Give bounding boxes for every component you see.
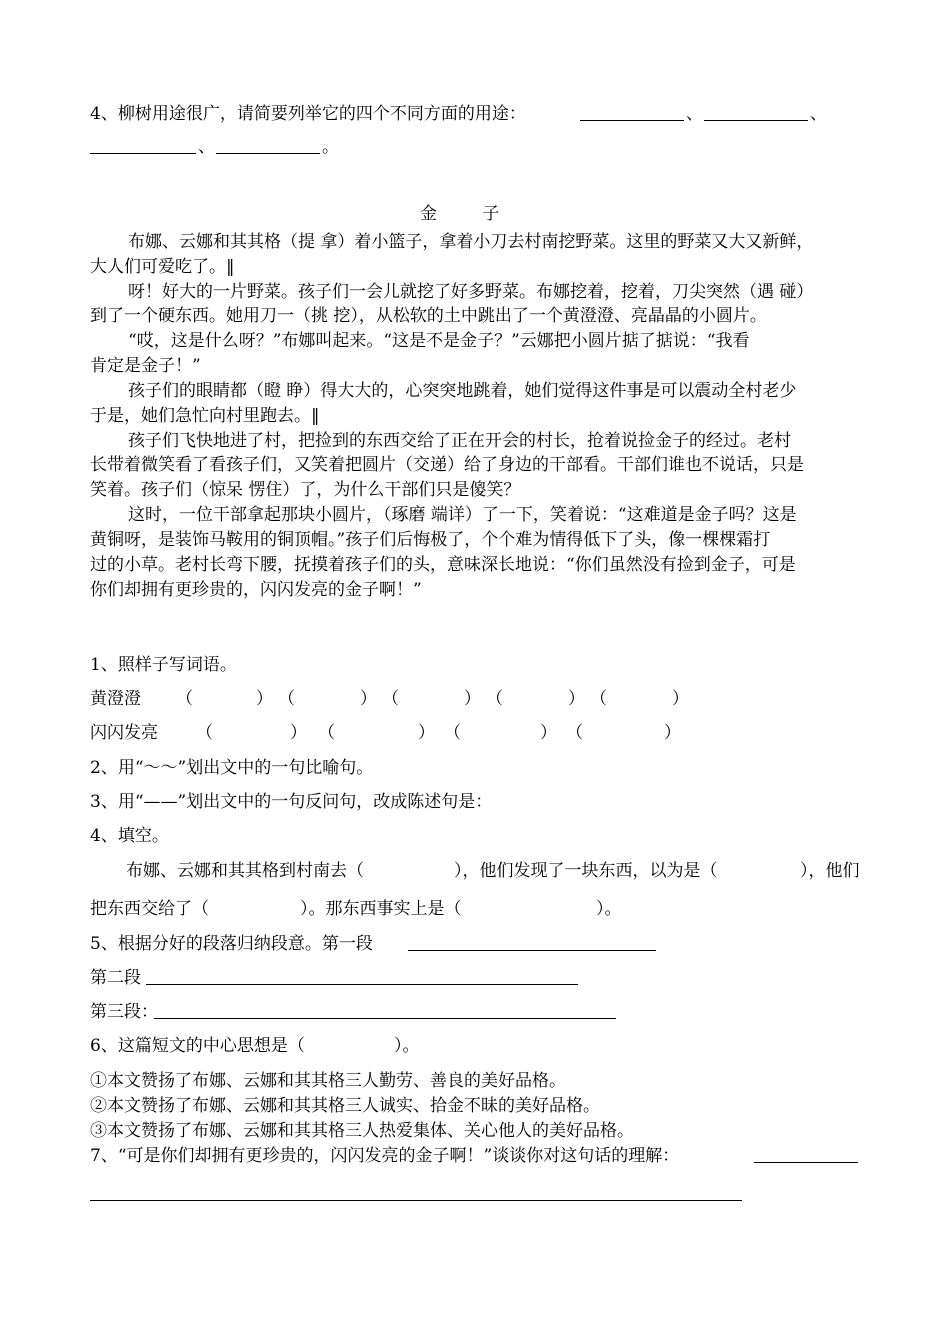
paragraph-3-label: 第三段：	[90, 1002, 158, 1022]
paren-open: （	[382, 689, 399, 709]
paren-close: ）	[418, 723, 435, 743]
fill-in-text: 把东西交给了（	[90, 899, 209, 919]
paren-open: （	[176, 689, 193, 709]
paren-open: （	[566, 723, 583, 743]
story-line: 这时，一位干部拿起那块小圆片，（琢磨 端详）了一下，笑着说：“这难道是金子吗？这是	[128, 505, 797, 525]
answer-blank[interactable]	[90, 153, 196, 154]
story-line: 大人们可爱吃了。‖	[90, 257, 235, 277]
question-willow-uses: 4、柳树用途很广，请简要列举它的四个不同方面的用途：	[90, 104, 526, 124]
paren-close: ）	[540, 723, 557, 743]
fill-in-text: 布娜、云娜和其其格到村南去（	[126, 861, 364, 881]
option-1: ①本文赞扬了布娜、云娜和其其格三人勤劳、善良的美好品格。	[90, 1071, 566, 1091]
paren-close: ）	[568, 689, 585, 709]
story-line: 布娜、云娜和其其格（提 拿）着小篮子，拿着小刀去村南挖野菜。这里的野菜又大又新鲜，	[128, 232, 814, 252]
question-7: 7、“可是你们却拥有更珍贵的，闪闪发亮的金子啊！”谈谈你对这句话的理解：	[90, 1146, 680, 1166]
answer-blank[interactable]	[754, 1162, 858, 1163]
paren-close: ）	[256, 689, 273, 709]
separator: 、	[810, 104, 827, 124]
story-line: 于是，她们急忙向村里跑去。‖	[90, 406, 320, 426]
example-word-1: 黄澄澄	[90, 689, 141, 709]
story-line: 你们却拥有更珍贵的，闪闪发亮的金子啊！”	[90, 580, 422, 600]
story-title: 金 子	[420, 204, 520, 224]
separator: 、	[686, 104, 703, 124]
story-line: 肯定是金子！”	[90, 356, 201, 376]
paren-close: ）	[360, 689, 377, 709]
answer-blank[interactable]	[216, 153, 320, 154]
story-line: 过的小草。老村长弯下腰，抚摸着孩子们的头，意味深长地说：“你们虽然没有捡到金子，可是	[90, 555, 796, 575]
answer-blank[interactable]	[704, 120, 808, 121]
answer-blank[interactable]	[146, 984, 578, 985]
story-line: 黄铜呀，是装饰马鞍用的铜顶帽。”孩子们后悔极了，个个难为情得低下了头，像一棵棵霜打	[90, 530, 771, 550]
fill-in-text: ）。	[394, 1036, 420, 1056]
paren-close: ）	[290, 723, 307, 743]
story-line: 长带着微笑看了看孩子们，又笑着把圆片（交递）给了身边的干部看。干部们谁也不说话，只是	[90, 455, 804, 475]
option-3: ③本文赞扬了布娜、云娜和其其格三人热爱集体、关心他人的美好品格。	[90, 1121, 634, 1141]
paren-open: （	[196, 723, 213, 743]
story-line: 孩子们飞快地进了村，把捡到的东西交给了正在开会的村长，抢着说捡金子的经过。老村	[128, 431, 791, 451]
option-2: ②本文赞扬了布娜、云娜和其其格三人诚实、拾金不昧的美好品格。	[90, 1096, 600, 1116]
paren-open: （	[486, 689, 503, 709]
paren-close: ）	[672, 689, 689, 709]
story-line: 孩子们的眼睛都（瞪 睁）得大大的，心突突地跳着，她们觉得这件事是可以震动全村老少	[128, 381, 797, 401]
answer-blank[interactable]	[580, 120, 684, 121]
question-4: 4、填空。	[90, 826, 169, 846]
separator: 、	[198, 137, 215, 157]
question-1: 1、照样子写词语。	[90, 655, 237, 675]
story-line: 笑着。孩子们（惊呆 愣住）了，为什么干部们只是傻笑？	[90, 480, 521, 500]
story-line: 呀！好大的一片野菜。孩子们一会儿就挖了好多野菜。布娜挖着，挖着，刀尖突然（遇 碰）	[128, 282, 814, 302]
paren-close: ）	[464, 689, 481, 709]
answer-blank[interactable]	[90, 1200, 742, 1201]
period: 。	[322, 137, 339, 157]
fill-in-text: ）。	[596, 899, 622, 919]
paren-open: （	[590, 689, 607, 709]
story-line: 到了一个硬东西。她用刀一（挑 挖），从松软的土中跳出了一个黄澄澄、亮晶晶的小圆片。	[90, 306, 767, 326]
fill-in-text: ），他们	[800, 861, 860, 881]
answer-blank[interactable]	[154, 1018, 616, 1019]
answer-blank[interactable]	[408, 950, 656, 951]
question-3: 3、用“——”划出文中的一句反问句，改成陈述句是：	[90, 792, 493, 812]
fill-in-text: ）。那东西事实上是（	[300, 899, 462, 919]
question-5: 5、根据分好的段落归纳段意。第一段	[90, 934, 373, 954]
paren-open: （	[278, 689, 295, 709]
paren-close: ）	[664, 723, 681, 743]
story-line: “哎，这是什么呀？”布娜叫起来。“这是不是金子？”云娜把小圆片掂了掂说：“我看	[128, 331, 750, 351]
paren-open: （	[318, 723, 335, 743]
paren-open: （	[444, 723, 461, 743]
fill-in-text: ），他们发现了一块东西，以为是（	[454, 861, 718, 881]
question-2: 2、用“～～”划出文中的一句比喻句。	[90, 758, 374, 778]
question-6: 6、这篇短文的中心思想是（	[90, 1036, 305, 1056]
paragraph-2-label: 第二段	[90, 968, 141, 988]
example-word-2: 闪闪发亮	[90, 723, 158, 743]
